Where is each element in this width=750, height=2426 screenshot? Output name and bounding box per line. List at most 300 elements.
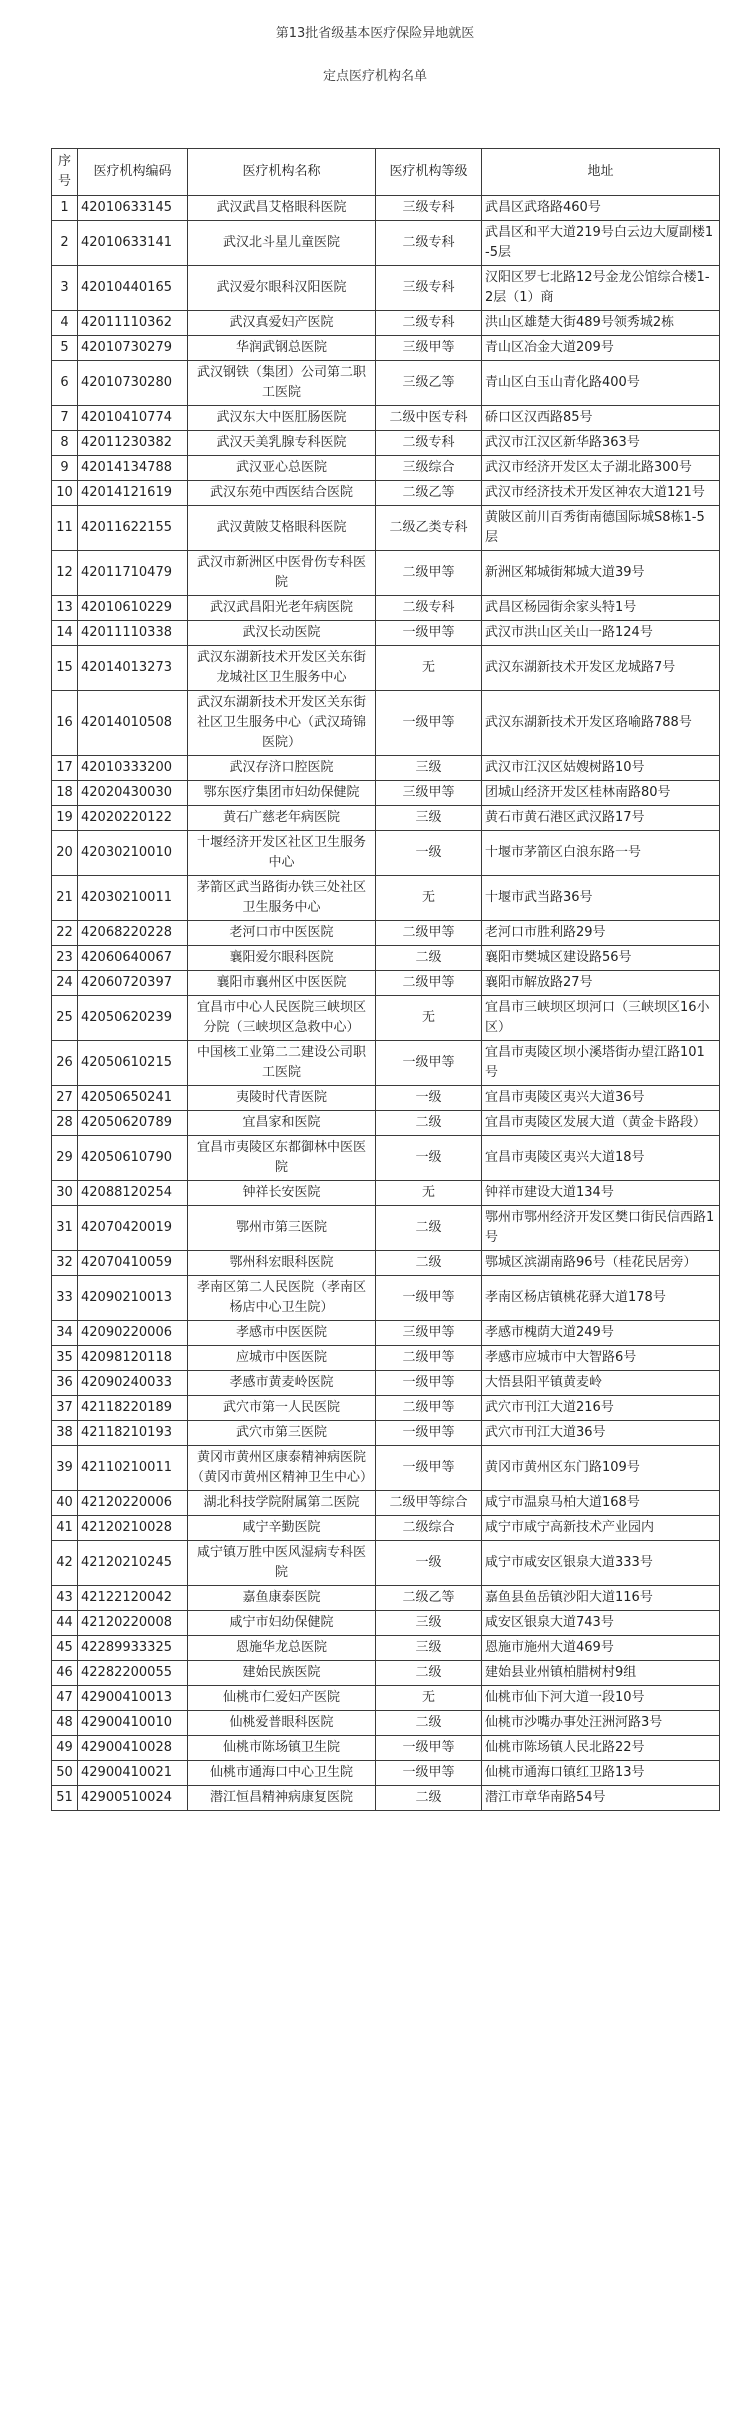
cell-address: 襄阳市樊城区建设路56号: [482, 946, 720, 971]
cell-code: 42118220189: [78, 1396, 188, 1421]
cell-level: 二级: [376, 1711, 482, 1736]
cell-code: 42070420019: [78, 1206, 188, 1251]
cell-index: 16: [52, 691, 78, 756]
cell-level: 二级甲等: [376, 1346, 482, 1371]
cell-address: 汉阳区罗七北路12号金龙公馆综合楼1-2层（1）商: [482, 266, 720, 311]
cell-index: 37: [52, 1396, 78, 1421]
cell-level: 三级甲等: [376, 781, 482, 806]
cell-name: 武汉武昌阳光老年病医院: [188, 596, 376, 621]
cell-index: 9: [52, 456, 78, 481]
cell-level: 三级专科: [376, 266, 482, 311]
cell-code: 42011710479: [78, 551, 188, 596]
table-row: [52, 1086, 720, 1111]
cell-code: 42090210013: [78, 1276, 188, 1321]
cell-code: 42050610215: [78, 1041, 188, 1086]
table-row: [52, 1206, 720, 1251]
cell-index: 35: [52, 1346, 78, 1371]
cell-name: 武汉东湖新技术开发区关东街社区卫生服务中心（武汉琦锦医院）: [188, 691, 376, 756]
table-row: [52, 1711, 720, 1736]
cell-name: 仙桃市仁爱妇产医院: [188, 1686, 376, 1711]
cell-index: 46: [52, 1661, 78, 1686]
hospital-table: [51, 148, 720, 1811]
table-row: [52, 1586, 720, 1611]
cell-name: 武汉钢铁（集团）公司第二职工医院: [188, 361, 376, 406]
cell-level: 二级: [376, 1786, 482, 1811]
table-row: [52, 221, 720, 266]
cell-address: 十堰市茅箭区白浪东路一号: [482, 831, 720, 876]
cell-address: 襄阳市解放路27号: [482, 971, 720, 996]
table-row: [52, 551, 720, 596]
cell-code: 42030210011: [78, 876, 188, 921]
cell-index: 25: [52, 996, 78, 1041]
cell-name: 鄂州科宏眼科医院: [188, 1251, 376, 1276]
cell-address: 咸宁市咸宁高新技术产业园内: [482, 1516, 720, 1541]
cell-index: 4: [52, 311, 78, 336]
table-row: [52, 1541, 720, 1586]
cell-code: 42070410059: [78, 1251, 188, 1276]
table-row: [52, 196, 720, 221]
cell-level: 一级: [376, 831, 482, 876]
table-row: [52, 481, 720, 506]
cell-code: 42050650241: [78, 1086, 188, 1111]
cell-address: 硚口区汉西路85号: [482, 406, 720, 431]
cell-name: 宜昌家和医院: [188, 1111, 376, 1136]
cell-address: 团城山经济开发区桂林南路80号: [482, 781, 720, 806]
cell-code: 42060640067: [78, 946, 188, 971]
cell-code: 42120220006: [78, 1491, 188, 1516]
col-header-address: 地址: [482, 149, 720, 196]
cell-level: 无: [376, 876, 482, 921]
cell-name: 钟祥长安医院: [188, 1181, 376, 1206]
cell-level: 二级: [376, 1251, 482, 1276]
cell-name: 武汉爱尔眼科汉阳医院: [188, 266, 376, 311]
cell-name: 武汉市新洲区中医骨伤专科医院: [188, 551, 376, 596]
table-row: [52, 1136, 720, 1181]
col-header-code: 医疗机构编码: [78, 149, 188, 196]
cell-name: 武汉东苑中西医结合医院: [188, 481, 376, 506]
cell-level: 二级: [376, 1206, 482, 1251]
table-row: [52, 336, 720, 361]
cell-address: 宜昌市三峡坝区坝河口（三峡坝区16小区）: [482, 996, 720, 1041]
cell-index: 20: [52, 831, 78, 876]
cell-address: 孝感市应城市中大智路6号: [482, 1346, 720, 1371]
cell-index: 7: [52, 406, 78, 431]
cell-name: 宜昌市中心人民医院三峡坝区分院（三峡坝区急救中心）: [188, 996, 376, 1041]
col-header-name: 医疗机构名称: [188, 149, 376, 196]
cell-address: 武穴市刊江大道216号: [482, 1396, 720, 1421]
table-row: [52, 1251, 720, 1276]
cell-address: 武昌区武珞路460号: [482, 196, 720, 221]
cell-name: 鄂州市第三医院: [188, 1206, 376, 1251]
cell-name: 潜江恒昌精神病康复医院: [188, 1786, 376, 1811]
table-row: [52, 1346, 720, 1371]
cell-level: 一级甲等: [376, 621, 482, 646]
cell-address: 新洲区邾城街邾城大道39号: [482, 551, 720, 596]
cell-code: 42900410010: [78, 1711, 188, 1736]
table-row: [52, 406, 720, 431]
cell-index: 5: [52, 336, 78, 361]
cell-index: 1: [52, 196, 78, 221]
table-row: [52, 1636, 720, 1661]
cell-address: 建始县业州镇柏腊树村9组: [482, 1661, 720, 1686]
col-header-index: 序号: [52, 149, 78, 196]
table-row: [52, 831, 720, 876]
cell-address: 潜江市章华南路54号: [482, 1786, 720, 1811]
cell-address: 宜昌市夷陵区夷兴大道18号: [482, 1136, 720, 1181]
cell-code: 42020220122: [78, 806, 188, 831]
cell-code: 42900510024: [78, 1786, 188, 1811]
cell-code: 42090220006: [78, 1321, 188, 1346]
table-row: [52, 996, 720, 1041]
table-row: [52, 361, 720, 406]
table-header: [52, 149, 720, 196]
cell-index: 40: [52, 1491, 78, 1516]
cell-index: 47: [52, 1686, 78, 1711]
cell-level: 一级甲等: [376, 1736, 482, 1761]
cell-name: 中国核工业第二二建设公司职工医院: [188, 1041, 376, 1086]
cell-code: 42120220008: [78, 1611, 188, 1636]
cell-name: 襄阳市襄州区中医医院: [188, 971, 376, 996]
cell-address: 恩施市施州大道469号: [482, 1636, 720, 1661]
cell-index: 13: [52, 596, 78, 621]
cell-code: 42118210193: [78, 1421, 188, 1446]
cell-address: 老河口市胜利路29号: [482, 921, 720, 946]
cell-name: 老河口市中医医院: [188, 921, 376, 946]
cell-index: 17: [52, 756, 78, 781]
table-row: [52, 506, 720, 551]
cell-code: 42110210011: [78, 1446, 188, 1491]
cell-name: 孝南区第二人民医院（孝南区杨店中心卫生院）: [188, 1276, 376, 1321]
cell-index: 28: [52, 1111, 78, 1136]
cell-level: 三级甲等: [376, 336, 482, 361]
cell-level: 二级甲等: [376, 921, 482, 946]
cell-level: 三级甲等: [376, 1321, 482, 1346]
cell-name: 建始民族医院: [188, 1661, 376, 1686]
cell-name: 武穴市第三医院: [188, 1421, 376, 1446]
cell-address: 十堰市武当路36号: [482, 876, 720, 921]
table-row: [52, 1491, 720, 1516]
cell-address: 武汉市洪山区关山一路124号: [482, 621, 720, 646]
cell-name: 茅箭区武当路街办铁三处社区卫生服务中心: [188, 876, 376, 921]
cell-code: 42088120254: [78, 1181, 188, 1206]
cell-level: 一级甲等: [376, 691, 482, 756]
cell-address: 咸宁市温泉马柏大道168号: [482, 1491, 720, 1516]
table-row: [52, 1611, 720, 1636]
cell-code: 42010333200: [78, 756, 188, 781]
cell-address: 咸安区银泉大道743号: [482, 1611, 720, 1636]
cell-code: 42010730280: [78, 361, 188, 406]
cell-address: 仙桃市陈场镇人民北路22号: [482, 1736, 720, 1761]
table-row: [52, 781, 720, 806]
cell-code: 42010410774: [78, 406, 188, 431]
cell-address: 大悟县阳平镇黄麦岭: [482, 1371, 720, 1396]
table-row: [52, 1181, 720, 1206]
cell-address: 鄂州市鄂州经济开发区樊口街民信西路1号: [482, 1206, 720, 1251]
cell-index: 22: [52, 921, 78, 946]
table-row: [52, 1686, 720, 1711]
cell-index: 24: [52, 971, 78, 996]
table-body: [52, 196, 720, 1811]
cell-level: 一级: [376, 1086, 482, 1111]
cell-code: 42014134788: [78, 456, 188, 481]
cell-index: 21: [52, 876, 78, 921]
cell-index: 51: [52, 1786, 78, 1811]
cell-name: 咸宁市妇幼保健院: [188, 1611, 376, 1636]
cell-level: 二级: [376, 1661, 482, 1686]
cell-name: 应城市中医医院: [188, 1346, 376, 1371]
cell-code: 42014121619: [78, 481, 188, 506]
cell-code: 42050610790: [78, 1136, 188, 1181]
cell-name: 孝感市中医医院: [188, 1321, 376, 1346]
cell-address: 咸宁市咸安区银泉大道333号: [482, 1541, 720, 1586]
table-row: [52, 1276, 720, 1321]
cell-code: 42014010508: [78, 691, 188, 756]
cell-code: 42050620789: [78, 1111, 188, 1136]
cell-name: 仙桃市陈场镇卫生院: [188, 1736, 376, 1761]
cell-level: 无: [376, 1686, 482, 1711]
cell-name: 武穴市第一人民医院: [188, 1396, 376, 1421]
table-row: [52, 1661, 720, 1686]
cell-level: 二级乙类专科: [376, 506, 482, 551]
cell-address: 武汉市江汉区姑嫂树路10号: [482, 756, 720, 781]
cell-name: 武汉亚心总医院: [188, 456, 376, 481]
cell-name: 仙桃爱普眼科医院: [188, 1711, 376, 1736]
cell-address: 仙桃市仙下河大道一段10号: [482, 1686, 720, 1711]
cell-level: 一级甲等: [376, 1421, 482, 1446]
cell-index: 32: [52, 1251, 78, 1276]
cell-level: 二级甲等: [376, 551, 482, 596]
cell-code: 42010730279: [78, 336, 188, 361]
table-row: [52, 1761, 720, 1786]
cell-code: 42011110362: [78, 311, 188, 336]
table-row: [52, 691, 720, 756]
cell-level: 二级中医专科: [376, 406, 482, 431]
cell-code: 42011622155: [78, 506, 188, 551]
cell-index: 45: [52, 1636, 78, 1661]
table-row: [52, 1516, 720, 1541]
table-row: [52, 266, 720, 311]
cell-code: 42010633141: [78, 221, 188, 266]
cell-level: 三级综合: [376, 456, 482, 481]
cell-name: 十堰经济开发区社区卫生服务中心: [188, 831, 376, 876]
col-header-level: 医疗机构等级: [376, 149, 482, 196]
table-row: [52, 1321, 720, 1346]
table-row: [52, 1786, 720, 1811]
cell-index: 49: [52, 1736, 78, 1761]
cell-code: 42282200055: [78, 1661, 188, 1686]
cell-name: 武汉黄陂艾格眼科医院: [188, 506, 376, 551]
cell-address: 宜昌市夷陵区夷兴大道36号: [482, 1086, 720, 1111]
cell-address: 黄冈市黄州区东门路109号: [482, 1446, 720, 1491]
table-row: [52, 1396, 720, 1421]
cell-code: 42011230382: [78, 431, 188, 456]
cell-address: 武昌区和平大道219号白云边大厦副楼1-5层: [482, 221, 720, 266]
table-row: [52, 621, 720, 646]
cell-level: 三级专科: [376, 196, 482, 221]
cell-level: 三级: [376, 806, 482, 831]
cell-name: 黄冈市黄州区康泰精神病医院（黄冈市黄州区精神卫生中心）: [188, 1446, 376, 1491]
table-row: [52, 1446, 720, 1491]
cell-level: 无: [376, 1181, 482, 1206]
cell-level: 三级: [376, 756, 482, 781]
cell-address: 武汉市江汉区新华路363号: [482, 431, 720, 456]
table-row: [52, 946, 720, 971]
cell-name: 武汉武昌艾格眼科医院: [188, 196, 376, 221]
cell-index: 26: [52, 1041, 78, 1086]
table-row: [52, 1371, 720, 1396]
cell-address: 鄂城区滨湖南路96号（桂花民居旁）: [482, 1251, 720, 1276]
cell-address: 嘉鱼县鱼岳镇沙阳大道116号: [482, 1586, 720, 1611]
cell-index: 6: [52, 361, 78, 406]
cell-code: 42900410021: [78, 1761, 188, 1786]
cell-name: 咸宁镇万胜中医风湿病专科医院: [188, 1541, 376, 1586]
cell-code: 42068220228: [78, 921, 188, 946]
cell-index: 50: [52, 1761, 78, 1786]
cell-address: 宜昌市夷陵区发展大道（黄金卡路段）: [482, 1111, 720, 1136]
cell-address: 武汉东湖新技术开发区龙城路7号: [482, 646, 720, 691]
cell-address: 武穴市刊江大道36号: [482, 1421, 720, 1446]
cell-level: 一级甲等: [376, 1371, 482, 1396]
cell-level: 二级: [376, 946, 482, 971]
cell-level: 一级: [376, 1136, 482, 1181]
cell-address: 钟祥市建设大道134号: [482, 1181, 720, 1206]
table-row: [52, 646, 720, 691]
table-row: [52, 756, 720, 781]
cell-name: 嘉鱼康泰医院: [188, 1586, 376, 1611]
cell-index: 44: [52, 1611, 78, 1636]
cell-name: 仙桃市通海口中心卫生院: [188, 1761, 376, 1786]
cell-index: 11: [52, 506, 78, 551]
cell-code: 42014013273: [78, 646, 188, 691]
cell-level: 二级: [376, 1111, 482, 1136]
table-row: [52, 876, 720, 921]
cell-code: 42289933325: [78, 1636, 188, 1661]
cell-index: 15: [52, 646, 78, 691]
cell-name: 武汉存济口腔医院: [188, 756, 376, 781]
cell-index: 12: [52, 551, 78, 596]
table-row: [52, 806, 720, 831]
cell-level: 二级乙等: [376, 481, 482, 506]
cell-name: 孝感市黄麦岭医院: [188, 1371, 376, 1396]
table-row: [52, 1111, 720, 1136]
cell-level: 一级: [376, 1541, 482, 1586]
cell-address: 仙桃市通海口镇红卫路13号: [482, 1761, 720, 1786]
cell-address: 武汉市经济开发区太子湖北路300号: [482, 456, 720, 481]
cell-address: 黄石市黄石港区武汉路17号: [482, 806, 720, 831]
cell-index: 34: [52, 1321, 78, 1346]
cell-index: 14: [52, 621, 78, 646]
cell-code: 42090240033: [78, 1371, 188, 1396]
cell-index: 48: [52, 1711, 78, 1736]
cell-index: 30: [52, 1181, 78, 1206]
cell-index: 18: [52, 781, 78, 806]
cell-level: 三级乙等: [376, 361, 482, 406]
document-subtitle: 定点医疗机构名单: [322, 69, 427, 84]
cell-address: 青山区白玉山青化路400号: [482, 361, 720, 406]
cell-name: 襄阳爱尔眼科医院: [188, 946, 376, 971]
cell-address: 宜昌市夷陵区坝小溪塔街办望江路101号: [482, 1041, 720, 1086]
table-row: [52, 1041, 720, 1086]
cell-code: 42011110338: [78, 621, 188, 646]
table-row: [52, 1736, 720, 1761]
cell-level: 二级专科: [376, 311, 482, 336]
cell-index: 41: [52, 1516, 78, 1541]
cell-code: 42020430030: [78, 781, 188, 806]
cell-level: 一级甲等: [376, 1761, 482, 1786]
cell-level: 二级专科: [376, 221, 482, 266]
cell-address: 孝感市槐荫大道249号: [482, 1321, 720, 1346]
cell-index: 39: [52, 1446, 78, 1491]
cell-level: 一级甲等: [376, 1276, 482, 1321]
cell-code: 42900410028: [78, 1736, 188, 1761]
cell-address: 武汉市经济技术开发区神农大道121号: [482, 481, 720, 506]
table-row: [52, 921, 720, 946]
cell-index: 3: [52, 266, 78, 311]
table-header-row: [52, 149, 720, 196]
table-row: [52, 431, 720, 456]
cell-index: 23: [52, 946, 78, 971]
table-row: [52, 971, 720, 996]
table-row: [52, 456, 720, 481]
cell-address: 武昌区杨园街余家头特1号: [482, 596, 720, 621]
cell-index: 10: [52, 481, 78, 506]
cell-code: 42900410013: [78, 1686, 188, 1711]
cell-index: 31: [52, 1206, 78, 1251]
cell-name: 夷陵时代青医院: [188, 1086, 376, 1111]
cell-level: 一级甲等: [376, 1446, 482, 1491]
cell-level: 三级: [376, 1636, 482, 1661]
cell-level: 二级甲等: [376, 1396, 482, 1421]
cell-address: 黄陂区前川百秀街南德国际城S8栋1-5层: [482, 506, 720, 551]
cell-level: 无: [376, 646, 482, 691]
cell-name: 武汉真爱妇产医院: [188, 311, 376, 336]
cell-level: 二级专科: [376, 596, 482, 621]
cell-level: 二级甲等综合: [376, 1491, 482, 1516]
cell-index: 33: [52, 1276, 78, 1321]
cell-index: 38: [52, 1421, 78, 1446]
cell-code: 42050620239: [78, 996, 188, 1041]
document-title: 第13批省级基本医疗保险异地就医: [275, 26, 475, 41]
cell-level: 无: [376, 996, 482, 1041]
cell-index: 19: [52, 806, 78, 831]
cell-code: 42120210028: [78, 1516, 188, 1541]
cell-address: 青山区冶金大道209号: [482, 336, 720, 361]
cell-name: 鄂东医疗集团市妇幼保健院: [188, 781, 376, 806]
cell-code: 42010610229: [78, 596, 188, 621]
cell-level: 二级综合: [376, 1516, 482, 1541]
cell-name: 湖北科技学院附属第二医院: [188, 1491, 376, 1516]
cell-index: 8: [52, 431, 78, 456]
cell-address: 武汉东湖新技术开发区珞喻路788号: [482, 691, 720, 756]
cell-code: 42030210010: [78, 831, 188, 876]
cell-code: 42122120042: [78, 1586, 188, 1611]
cell-code: 42120210245: [78, 1541, 188, 1586]
cell-name: 恩施华龙总医院: [188, 1636, 376, 1661]
cell-level: 三级: [376, 1611, 482, 1636]
cell-index: 29: [52, 1136, 78, 1181]
cell-name: 咸宁辛勤医院: [188, 1516, 376, 1541]
cell-address: 孝南区杨店镇桃花驿大道178号: [482, 1276, 720, 1321]
cell-name: 武汉东湖新技术开发区关东街龙城社区卫生服务中心: [188, 646, 376, 691]
table-row: [52, 596, 720, 621]
cell-level: 一级甲等: [376, 1041, 482, 1086]
cell-name: 武汉东大中医肛肠医院: [188, 406, 376, 431]
cell-code: 42010633145: [78, 196, 188, 221]
cell-level: 二级专科: [376, 431, 482, 456]
table-row: [52, 311, 720, 336]
cell-address: 洪山区雄楚大街489号领秀城2栋: [482, 311, 720, 336]
cell-address: 仙桃市沙嘴办事处汪洲河路3号: [482, 1711, 720, 1736]
